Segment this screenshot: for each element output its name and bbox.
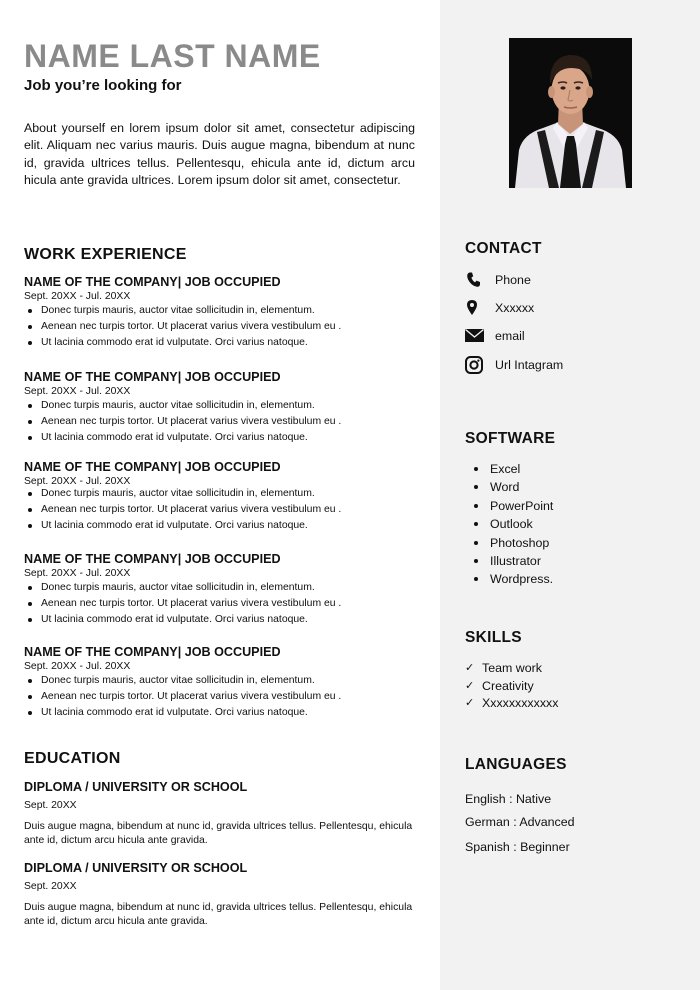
bullet-text: Aenean nec turpis tortor. Ut placerat varius vivera vestibulum eu . (41, 321, 342, 332)
bullet-dot (28, 420, 32, 424)
checkmark-icon: ✓ (465, 662, 475, 674)
envelope-icon (465, 327, 483, 345)
language-item: English : Native (465, 792, 552, 806)
job-entry-bullets (24, 580, 434, 628)
bullet-dot (28, 404, 32, 408)
bullet-dot (28, 711, 32, 715)
bullet-item (24, 502, 434, 518)
education-entry-1 (24, 780, 424, 848)
bullet-text: Aenean nec turpis tortor. Ut placerat varius vivera vestibulum eu . (41, 416, 342, 427)
software-item-label: Photoshop (490, 535, 550, 550)
contact-address-text: Xxxxxx (495, 301, 535, 315)
contact-address[interactable] (465, 299, 685, 319)
job-entry-title: NAME OF THE COMPANY| JOB OCCUPIED (24, 275, 281, 289)
bullet-item (24, 486, 434, 502)
skills-list (465, 660, 558, 713)
software-item (472, 570, 553, 588)
bullet-dot (474, 485, 478, 489)
full-name: NAME LAST NAME (24, 38, 321, 74)
profile-photo-illustration (509, 38, 632, 188)
education-entry-title: DIPLOMA / UNIVERSITY OR SCHOOL (24, 861, 248, 875)
education-heading: EDUCATION (24, 750, 121, 767)
checkmark-icon: ✓ (465, 679, 475, 692)
job-entry-bullets (24, 486, 434, 534)
job-entry-title: NAME OF THE COMPANY| JOB OCCUPIED (24, 460, 281, 474)
job-entry-dates: Sept. 20XX - Jul. 20XX (24, 568, 131, 579)
software-item (472, 515, 553, 533)
checkmark-icon: ✓ (465, 697, 475, 709)
software-item (472, 497, 553, 515)
job-entry-2 (24, 370, 434, 446)
bullet-dot (28, 679, 32, 683)
bullet-text: Aenean nec turpis tortor. Ut placerat varius vivera vestibulum eu . (41, 598, 342, 609)
software-item (472, 534, 553, 552)
bullet-dot (28, 618, 32, 622)
software-item (472, 478, 553, 496)
about-paragraph: About yourself en lorem ipsum dolor sit amet, consectetur adipiscing elit. Aliquam nec varius mauris. Duis augue magna, bibendum at nunc id, gravida ultrices tellus. Pellentesqu, ehicula ante id, dictum arcu hicula ante gravida ultrices. Lorem ipsum dolor sit amet, consectetur. (24, 121, 415, 187)
skill-item-label: Team work (482, 661, 542, 675)
contact-phone-text: Phone (495, 273, 531, 287)
work-experience-heading: WORK EXPERIENCE (24, 246, 187, 263)
education-entry-description: Duis augue magna, bibendum at nunc id, gravida ultrices tellus. Pellentesqu, ehicula ante id, dictum arcu hicula ante gravida. (24, 902, 413, 927)
bullet-item (24, 673, 434, 689)
job-entry-title: NAME OF THE COMPANY| JOB OCCUPIED (24, 645, 281, 659)
job-title: Job you’re looking for (24, 77, 182, 94)
bullet-dot (474, 541, 478, 545)
bullet-text: Ut lacinia commodo erat id vulputate. Orci varius natoque. (41, 707, 308, 718)
software-item-label: Outlook (490, 517, 533, 532)
phone-icon (465, 271, 483, 289)
bullet-item (24, 303, 434, 319)
bullet-dot (474, 522, 478, 526)
language-item: German : Advanced (465, 815, 575, 829)
job-entry-dates: Sept. 20XX - Jul. 20XX (24, 661, 131, 672)
software-item-label: Illustrator (490, 554, 541, 569)
bullet-text: Donec turpis mauris, auctor vitae sollicitudin in, elementum. (41, 305, 315, 316)
contact-instagram[interactable] (465, 356, 685, 376)
bullet-item (24, 518, 434, 534)
bullet-text: Donec turpis mauris, auctor vitae sollicitudin in, elementum. (41, 400, 315, 411)
bullet-dot (28, 436, 32, 440)
bullet-item (24, 430, 434, 446)
bullet-item (24, 335, 434, 351)
bullet-item (24, 398, 434, 414)
job-entry-dates: Sept. 20XX - Jul. 20XX (24, 476, 131, 487)
education-entry-description: Duis augue magna, bibendum at nunc id, gravida ultrices tellus. Pellentesqu, ehicula ante id, dictum arcu hicula ante gravida. (24, 821, 413, 846)
education-entry-title: DIPLOMA / UNIVERSITY OR SCHOOL (24, 780, 248, 794)
bullet-dot (28, 524, 32, 528)
bullet-text: Aenean nec turpis tortor. Ut placerat varius vivera vestibulum eu . (41, 504, 342, 515)
education-entry-dates: Sept. 20XX (24, 881, 77, 892)
job-entry-3 (24, 460, 434, 534)
job-entry-title: NAME OF THE COMPANY| JOB OCCUPIED (24, 370, 281, 384)
instagram-icon (465, 356, 483, 374)
bullet-text: Ut lacinia commodo erat id vulputate. Orci varius natoque. (41, 337, 308, 348)
job-entry-dates: Sept. 20XX - Jul. 20XX (24, 291, 131, 302)
software-item-label: Excel (490, 462, 521, 476)
software-list (472, 460, 553, 589)
education-entry-2 (24, 861, 424, 929)
bullet-dot (474, 504, 478, 508)
contact-phone[interactable] (465, 271, 685, 291)
bullet-dot (28, 341, 32, 345)
profile-photo (509, 38, 632, 188)
software-item-label: Wordpress. (490, 572, 554, 587)
bullet-dot (28, 695, 32, 699)
software-item-label: Word (490, 480, 520, 495)
bullet-text: Donec turpis mauris, auctor vitae sollicitudin in, elementum. (41, 582, 315, 593)
bullet-dot (28, 325, 32, 329)
software-item-label: PowerPoint (490, 498, 554, 513)
bullet-item (24, 580, 434, 596)
bullet-text: Ut lacinia commodo erat id vulputate. Orci varius natoque. (41, 614, 308, 625)
language-item: Spanish : Beginner (465, 840, 570, 854)
job-entry-bullets (24, 398, 434, 446)
software-item (472, 552, 553, 570)
education-entry-dates: Sept. 20XX (24, 800, 77, 811)
skill-item-label: Creativity (482, 678, 534, 693)
skill-item (465, 660, 558, 678)
bullet-dot (474, 559, 478, 563)
bullet-item (24, 596, 434, 612)
job-entry-4 (24, 552, 434, 628)
contact-email-text: email (495, 329, 525, 343)
job-entry-bullets (24, 303, 434, 351)
job-entry-1 (24, 275, 434, 351)
software-item (472, 460, 553, 478)
skill-item (465, 695, 558, 713)
bullet-dot (474, 467, 478, 471)
bullet-item (24, 612, 434, 628)
skills-heading: SKILLS (465, 629, 522, 646)
bullet-dot (474, 577, 478, 581)
bullet-dot (28, 492, 32, 496)
contact-heading: CONTACT (465, 240, 542, 257)
bullet-item (24, 689, 434, 705)
job-entry-5 (24, 645, 434, 721)
skill-item-label: Xxxxxxxxxxxx (482, 696, 559, 710)
contact-email[interactable] (465, 327, 685, 347)
bullet-text: Ut lacinia commodo erat id vulputate. Orci varius natoque. (41, 432, 308, 443)
bullet-dot (28, 586, 32, 590)
job-entry-dates: Sept. 20XX - Jul. 20XX (24, 386, 131, 397)
bullet-text: Donec turpis mauris, auctor vitae sollicitudin in, elementum. (41, 488, 315, 499)
bullet-item (24, 705, 434, 721)
bullet-dot (28, 602, 32, 606)
languages-heading: LANGUAGES (465, 756, 567, 773)
bullet-item (24, 414, 434, 430)
bullet-dot (28, 309, 32, 313)
bullet-dot (28, 508, 32, 512)
bullet-text: Donec turpis mauris, auctor vitae sollicitudin in, elementum. (41, 675, 315, 686)
skill-item (465, 678, 558, 696)
bullet-text: Aenean nec turpis tortor. Ut placerat varius vivera vestibulum eu . (41, 691, 342, 702)
contact-instagram-text: Url Intagram (495, 358, 564, 372)
bullet-item (24, 319, 434, 335)
location-pin-icon (465, 299, 483, 317)
job-entry-bullets (24, 673, 434, 721)
job-entry-title: NAME OF THE COMPANY| JOB OCCUPIED (24, 552, 281, 566)
software-heading: SOFTWARE (465, 430, 556, 447)
bullet-text: Ut lacinia commodo erat id vulputate. Orci varius natoque. (41, 520, 308, 531)
